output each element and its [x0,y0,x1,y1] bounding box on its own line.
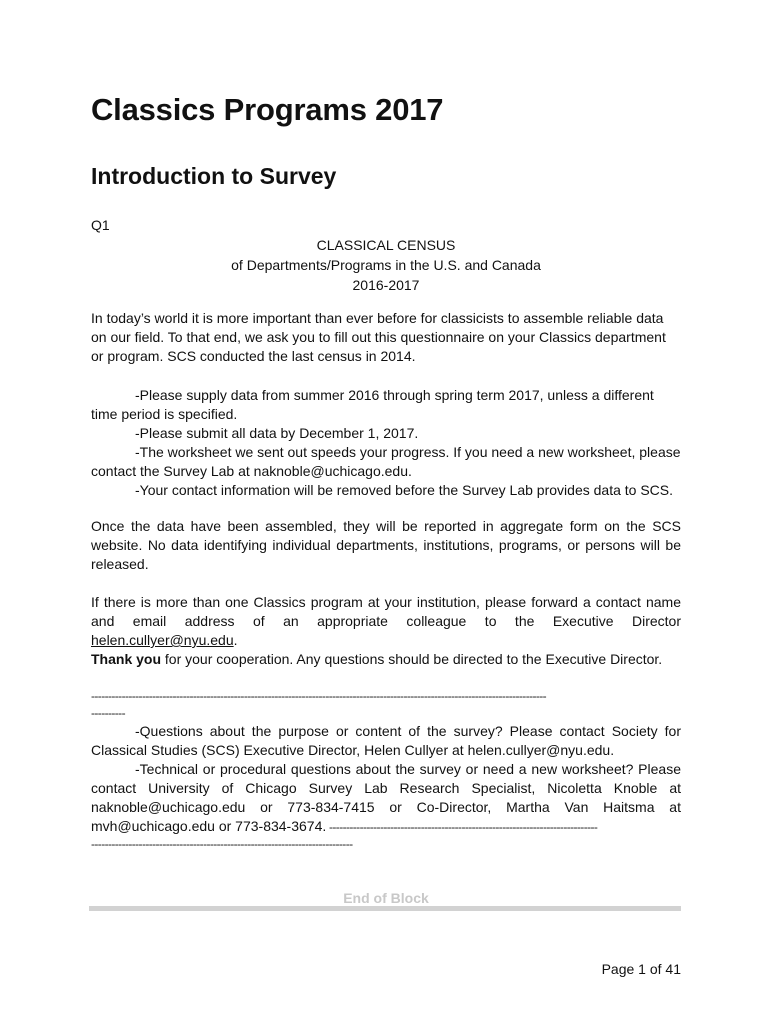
census-line-2: of Departments/Programs in the U.S. and Canada [231,257,541,273]
instruction-item: -Your contact information will be removed before the Survey Lab provides data to SCS. [135,482,673,498]
dash-separator-top: -------------------------------------------------------------------------------------------------------------------------------------- [91,689,547,703]
multi-program-text: If there is more than one Classics program at your institution, please forward a contact name and email address of an appropriate colleague to the Executive Director [91,594,681,629]
instruction-item: -The worksheet we sent out speeds your progress. If you need a new worksheet, please contact the Survey Lab at naknoble@uchicago.edu. [91,444,681,479]
question-id: Q1 [91,217,110,233]
thanks-text: for your cooperation. Any questions should be directed to the Executive Director. [161,651,663,667]
instruction-item: -Please supply data from summer 2016 through spring term 2017, unless a different time period is specified. [91,387,654,422]
contact-item [91,760,681,836]
executive-director-email-link[interactable]: helen.cullyer@nyu.edu [91,632,234,648]
aggregate-paragraph: Once the data have been assembled, they will be reported in aggregate form on the SCS website. No data identifying individual departments, institutions, programs, or persons will be released. [91,518,681,572]
multi-program-paragraph [91,593,681,650]
census-line-1: CLASSICAL CENSUS [316,237,456,253]
instruction-item: -Please submit all data by December 1, 2017. [135,425,419,441]
document-title: Classics Programs 2017 [91,92,444,127]
instructions-block [91,386,681,500]
census-heading [91,235,681,295]
intro-paragraph: In today’s world it is more important than ever before for classicists to assemble reliable data on our field. To that end, we ask you to fill out this questionnaire on your Classics department or program. SCS conducted the last census in 2014. [91,310,666,364]
section-heading: Introduction to Survey [91,163,337,189]
end-of-block-label: End of Block [343,890,429,906]
thanks-bold: Thank you [91,651,162,667]
end-of-block-bar [89,906,681,911]
census-line-3: 2016-2017 [352,277,420,293]
contacts-block [91,688,681,853]
dash-separator-bottom: ----------------------------------------------------------------------------- [91,837,353,851]
contact-item: -Questions about the purpose or content of the survey? Please contact Society for Classical Studies (SCS) Executive Director, Helen Cullyer at helen.cullyer@nyu.edu. [91,723,681,758]
dash-separator-top-2: ---------- [91,706,125,720]
page-indicator: Page 1 of 41 [601,961,681,977]
dash-separator-inline: ------------------------------------------------------------------------------- [326,820,598,834]
thanks-paragraph [91,650,681,669]
contact-item-text: -Technical or procedural questions about the survey or need a new worksheet? Please contact University of Chicago Survey Lab Research Specialist, Nicoletta Knoble at naknoble@uchicago.edu or 773-834-7415 or Co-Director, Martha Van Haitsma at mvh@uchicago.edu or 773-834-3674. [91,761,681,834]
multi-program-end: . [233,632,238,648]
